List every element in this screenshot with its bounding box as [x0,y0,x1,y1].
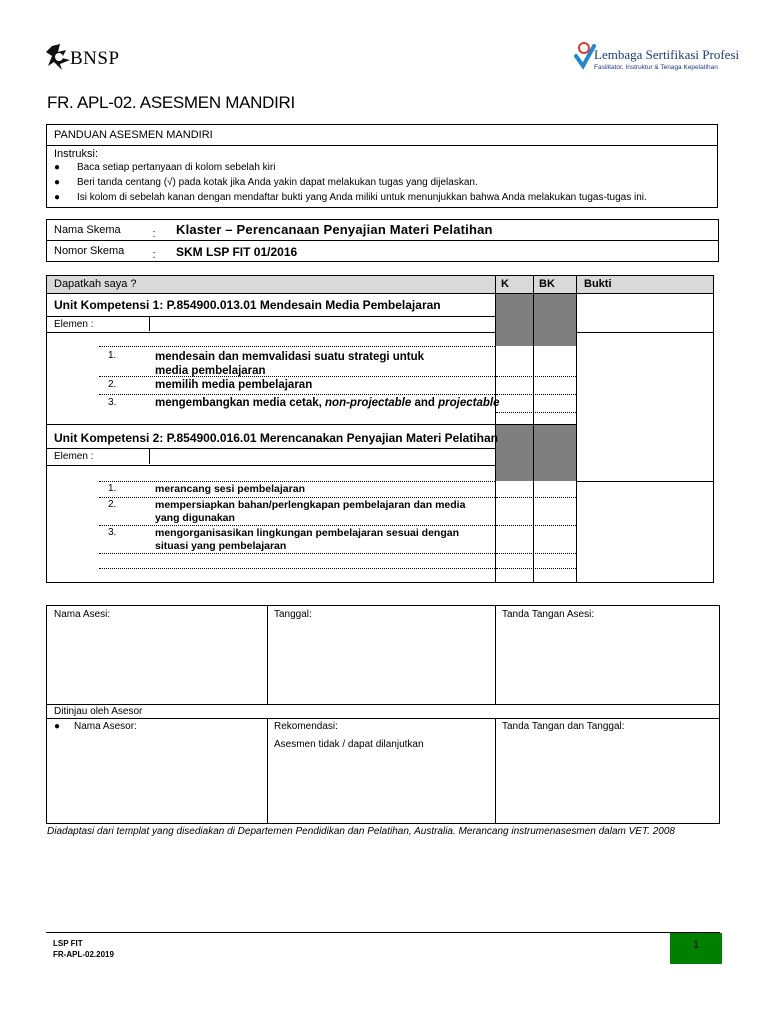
bnsp-emblem-icon [46,42,72,72]
tanggal-label: Tanggal: [274,609,312,620]
nomor-skema-text: SKM LSP FIT 01/2016 [176,245,298,259]
nomor-skema-value: $_:$ SKM LSP FIT 01/2016 [155,241,719,262]
lsp-checkmark-icon [574,42,596,70]
unit1-item: 2. memilih media pembelajaran [99,378,495,395]
signature-table [46,605,720,824]
lsp-logo-subtitle: Fasilitator, Instruktur & Tenaga Kepelatihan [594,64,718,71]
bullet-icon: ● [54,192,61,203]
page-number-box [670,933,722,964]
bnsp-logo [46,40,136,74]
unit1-item: 1. mendesain dan memvalidasi suatu strategi untuk media pembelajaran [99,348,495,377]
instruction-item: ● Isi kolom di sebelah kanan dengan mendaftar bukti yang Anda miliki untuk menunjukkan bahwa Anda melakukan tugas-tugas ini. [54,192,647,203]
guide-box [46,124,718,208]
unit2-k-gray [496,425,533,481]
assessment-table [46,275,714,583]
ttd-asesi-label: Tanda Tangan Asesi: [502,609,595,620]
page-number: 1 [692,939,700,951]
ttd-tanggal-label: Tanda Tangan dan Tanggal: [502,721,625,732]
unit2-item: 3. mengorganisasikan lingkungan pembelajaran sesuai dengan situasi yang pembelajaran [99,527,495,554]
question-header: Dapatkah saya ? [54,278,137,290]
guide-heading: PANDUAN ASESMEN MANDIRI [54,129,213,141]
lsp-logo [574,42,740,74]
unit2-item: 2. mempersiapkan bahan/perlengkapan pembelajaran dan media yang digunakan [99,499,495,526]
bk-header: BK [539,278,555,290]
nama-skema-label: Nama Skema [47,220,155,241]
instruction-item: ● Baca setiap pertanyaan di kolom sebelah kiri [54,162,276,173]
adapted-note: Diadaptasi dari templat yang disediakan di Departemen Pendidikan dan Pelatihan, Australia. Merancang instrumenasesmen dalam VET. 2008 [47,826,675,837]
skema-table [46,219,719,262]
bukti-header: Bukti [584,278,612,290]
footer-code: FR-APL-02.2019 [53,950,114,959]
ditinjau-label: Ditinjau oleh Asesor [54,706,143,717]
nomor-skema-label: Nomor Skema [47,241,155,262]
nama-asesi-label: Nama Asesi: [54,609,111,620]
unit1-bk-gray [534,294,576,346]
bullet-icon: ● [54,177,61,188]
rekomendasi-label: Rekomendasi: [274,721,338,732]
bnsp-logo-text: BNSP [70,48,120,69]
assessment-header-row [47,276,713,294]
footer-rule [46,932,720,933]
lsp-logo-title: Lembaga Sertifikasi Profesi [594,47,740,62]
unit2-item: 1. merancang sesi pembelajaran [99,483,495,498]
unit2-bk-gray [534,425,576,481]
k-header: K [501,278,509,290]
page-title: FR. APL-02. ASESMEN MANDIRI [47,93,295,112]
bullet-icon: ● [54,162,61,173]
rekomendasi-value: Asesmen tidak / dapat dilanjutkan [274,739,424,750]
instruction-list [54,162,647,207]
nama-asesor-label: ● Nama Asesor: [54,721,137,732]
unit1-item: 3. mengembangkan media cetak, non-projectable and projectable [108,397,500,409]
instructions-label: Instruksi: [54,148,99,160]
unit1-elemen-label: Elemen : [54,319,94,330]
unit2-title: Unit Kompetensi 2: P.854900.016.01 Merencanakan Penyajian Materi Pelatihan [54,431,498,445]
unit1-title: Unit Kompetensi 1: P.854900.013.01 Mendesain Media Pembelajaran [54,298,441,312]
footer-org: LSP FIT [53,939,83,948]
nama-skema-text: Klaster – Perencanaan Penyajian Materi Pelatihan [176,222,493,237]
bullet-icon: ● [54,721,61,732]
instruction-item: ● Beri tanda centang (√) pada kotak jika Anda yakin dapat melakukan tugas yang dijelaskan. [54,177,478,188]
nama-skema-value: $_:$ Klaster – Perencanaan Penyajian Materi Pelatihan [155,220,719,241]
unit2-elemen-label: Elemen : [54,451,94,462]
unit1-k-gray [496,294,533,346]
